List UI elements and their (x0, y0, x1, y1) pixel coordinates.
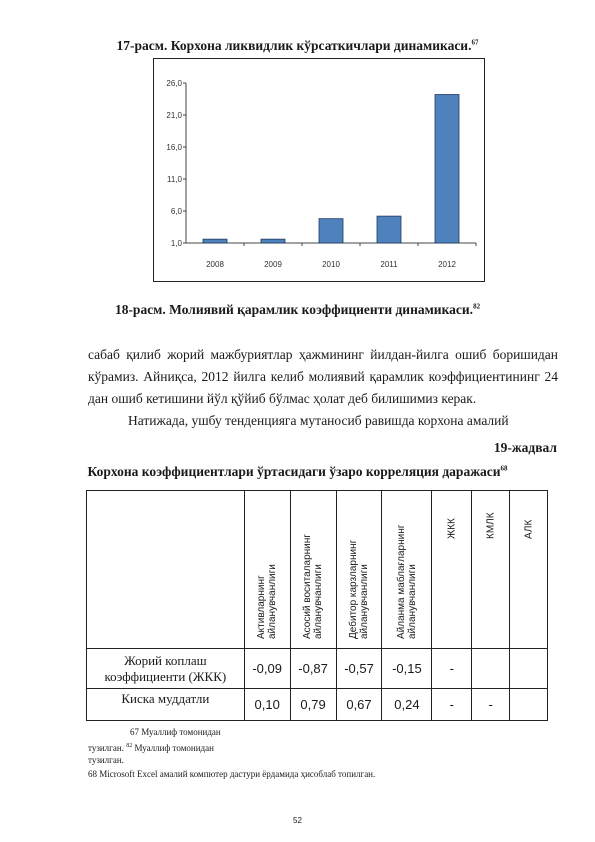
table-cell: - (432, 689, 472, 721)
x-tick-label: 2008 (206, 260, 224, 269)
bar (261, 239, 285, 243)
bar (203, 239, 227, 243)
page-number: 52 (293, 816, 302, 825)
bar (377, 216, 401, 243)
y-tick-label: 1,0 (170, 239, 182, 248)
table-cell (510, 649, 548, 689)
row-label: Киска муддатли (87, 689, 245, 721)
header-receivables-turnover: Дебитор карзларнинг айланувчанлиги (336, 491, 382, 649)
table-cell (472, 649, 510, 689)
footnote-67: 67 Муаллиф томонидан (130, 727, 221, 737)
header-fixed-asset-turnover: Асосий воситаларнинг айланувчанлиги (290, 491, 336, 649)
table-cell: -0,87 (290, 649, 336, 689)
chart-canvas (154, 59, 486, 283)
x-tick-label: 2011 (380, 260, 398, 269)
table-cell: 0,79 (290, 689, 336, 721)
y-tick-label: 6,0 (170, 207, 182, 216)
table-title: Корхона коэффициентлари ўртасидаги ўзаро корреляция даражаси$^{68}$ (87, 464, 508, 479)
footnote-82-end: тузилган. (88, 755, 124, 765)
table-cell: 0,24 (382, 689, 432, 721)
correlation-table (86, 490, 548, 721)
header-working-capital-turnover: Айланма маблағларнинг айланувчанлиги (382, 491, 432, 649)
figure-18-caption: 18-расм. Молиявий қарамлик коэффициенти динамикаси.$^{82}$ (114, 302, 481, 317)
y-tick-label: 26,0 (166, 79, 182, 88)
y-tick-label: 16,0 (166, 143, 182, 152)
table-cell: - (432, 649, 472, 689)
body-paragraph: сабаб қилиб жорий мажбуриятлар ҳажмининг йилдан-йилга ошиб боришидан кўрамиз. Айниқса, 2012 йилга келиб молиявий қарамлик коэффициентининг 24 дан ошиб кетишини йўл қўйиб бўлмас ҳолат деб билишимиз керак. (88, 347, 558, 406)
x-tick-label: 2010 (322, 260, 340, 269)
header-asset-turnover: Активларнинг айланувчанлиги (244, 491, 290, 649)
table-cell: - (472, 689, 510, 721)
table-cell: 0,67 (336, 689, 382, 721)
bar-chart (153, 58, 485, 282)
bar (319, 219, 343, 243)
body-paragraph-2: Натижада, ушбу тенденцияга мутаносиб равишда корхона амалий (128, 413, 509, 428)
table-cell: -0,15 (382, 649, 432, 689)
table-cell (510, 689, 548, 721)
table-row (87, 689, 548, 721)
table-label: 19-жадвал (493, 440, 557, 455)
table-header-row (87, 491, 548, 649)
header-kmlk: КМЛК (472, 491, 510, 649)
table-row (87, 649, 548, 689)
row-label: Жорий коплаш коэффициенти (ЖКК) (87, 649, 245, 689)
y-tick-label: 21,0 (166, 111, 182, 120)
footnote-68: 68 Microsoft Excel амалий компютер дастури ёрдамида ҳисоблаб топилган. (88, 769, 376, 779)
header-alk: АЛК (510, 491, 548, 649)
x-tick-label: 2012 (438, 260, 456, 269)
x-tick-label: 2009 (264, 260, 282, 269)
table-cell: 0,10 (244, 689, 290, 721)
figure-17-caption: 17-расм. Корхона ликвидлик кўрсаткичлари динамикаси.$^{67}$ (116, 38, 479, 53)
table-cell: -0,57 (336, 649, 382, 689)
y-tick-label: 11,0 (167, 175, 182, 184)
table-cell: -0,09 (244, 649, 290, 689)
header-jkk: ЖКК (432, 491, 472, 649)
table-corner-cell (87, 491, 245, 649)
bar (435, 95, 459, 243)
footnote-67-82: тузилган. $^{82}$ Муаллиф томонидан (88, 743, 214, 753)
